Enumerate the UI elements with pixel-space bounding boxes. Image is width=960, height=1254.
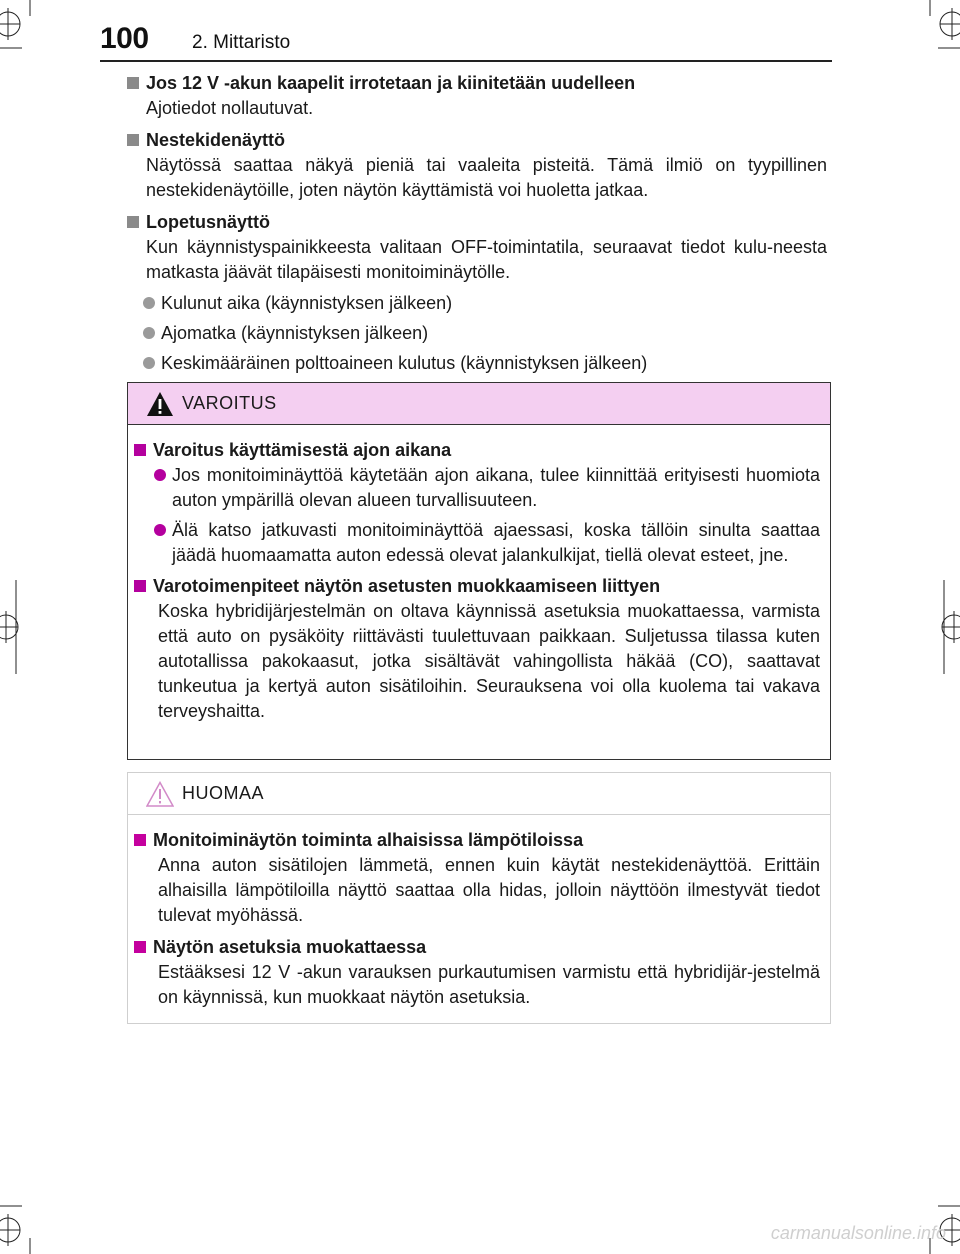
section-text: Näytössä saattaa näkyä pieniä tai vaaleita pisteitä. Tämä ilmiö on tyypillinen nestekidenäytöille, joten näytön käyttämistä voi huoletta jatkaa. [146,155,827,200]
square-bullet-icon [127,216,139,228]
round-bullet-icon [154,524,166,536]
section-lcd [127,127,827,203]
notice-heading: Monitoiminäytön toiminta alhaisissa lämpötiloissa [153,830,584,850]
warning-triangle-icon [146,391,174,417]
notice-heading: Näytön asetuksia muokattaessa [153,937,427,957]
notice-title: HUOMAA [182,783,265,803]
main-content [127,70,827,381]
notice-text: Anna auton sisätilojen lämmetä, ennen kuin käytät nestekidenäyttöä. Erittäin alhaisilla lämpötiloilla näyttö saattaa olla hidas, jolloin näyttöön ilmestyvät tiedot tulevat myöhässä. [158,855,820,925]
square-bullet-icon [127,134,139,146]
list-item: Jos monitoiminäyttöä käytetään ajon aikana, tulee kiinnittää erityisesti huomiota auton ympärillä olevan alueen turvallisuuteen. [154,463,820,513]
caution-triangle-icon [146,781,174,807]
section-text: Ajotiedot nollautuvat. [146,98,314,118]
notice-text: Estääksesi 12 V -akun varauksen purkautumisen varmistu että hybridijär-jestelmä on käynnissä, kun muokkaat näytön asetuksia. [158,962,820,1007]
square-bullet-icon [127,77,139,89]
warning-heading: Varotoimenpiteet näytön asetusten muokkaamiseen liittyen [153,576,661,596]
chapter-title: 2. Mittaristo [192,32,291,53]
notice-box [127,772,831,1024]
header-rule [100,60,832,62]
warning-title: VAROITUS [182,393,277,413]
square-bullet-icon [134,834,146,846]
round-bullet-icon [154,469,166,481]
round-bullet-icon [143,297,155,309]
round-bullet-icon [143,327,155,339]
list-item: Keskimääräinen polttoaineen kulutus (käynnistyksen jälkeen) [143,351,827,376]
notice-header [128,773,830,815]
watermark-logo: carmanualsonline.info [770,1223,946,1243]
list-item: Ajomatka (käynnistyksen jälkeen) [143,321,827,346]
warning-heading: Varoitus käyttämisestä ajon aikana [153,440,452,460]
warning-header [128,383,830,425]
section-battery [127,70,827,121]
square-bullet-icon [134,941,146,953]
section-text: Kun käynnistyspainikkeesta valitaan OFF-toimintatila, seuraavat tiedot kulu-neesta matkasta jäävät tilapäisesti monitoiminäytölle. [146,237,827,282]
section-end-screen [127,209,827,376]
list-item: Kulunut aika (käynnistyksen jälkeen) [143,291,827,316]
section-heading: Jos 12 V -akun kaapelit irrotetaan ja kiinitetään uudelleen [146,73,636,93]
square-bullet-icon [134,580,146,592]
section-heading: Lopetusnäyttö [146,212,270,232]
square-bullet-icon [134,444,146,456]
section-heading: Nestekidenäyttö [146,130,286,150]
warning-text: Koska hybridijärjestelmän on oltava käynnissä asetuksia muokattaessa, varmista että auto on pysäköity riittävästi tuulettuvaan paikkaan. Suljetussa tilassa kuten autotallissa pakokaasut, jotka sisältävät vahingollista häkää (CO), saattavat tunkeutua ja kertyä auton sisätiloihin. Seurauksena voi olla kuolema tai vakava terveyshaitta. [158,601,820,721]
warning-box [127,382,831,760]
page-number: 100 [100,22,149,55]
round-bullet-icon [143,357,155,369]
list-item: Älä katso jatkuvasti monitoiminäyttöä ajaessasi, koska tällöin sinulta saattaa jäädä huomaamatta auton edessä olevat jalankulkijat, tiellä olevat esteet, jne. [154,518,820,568]
